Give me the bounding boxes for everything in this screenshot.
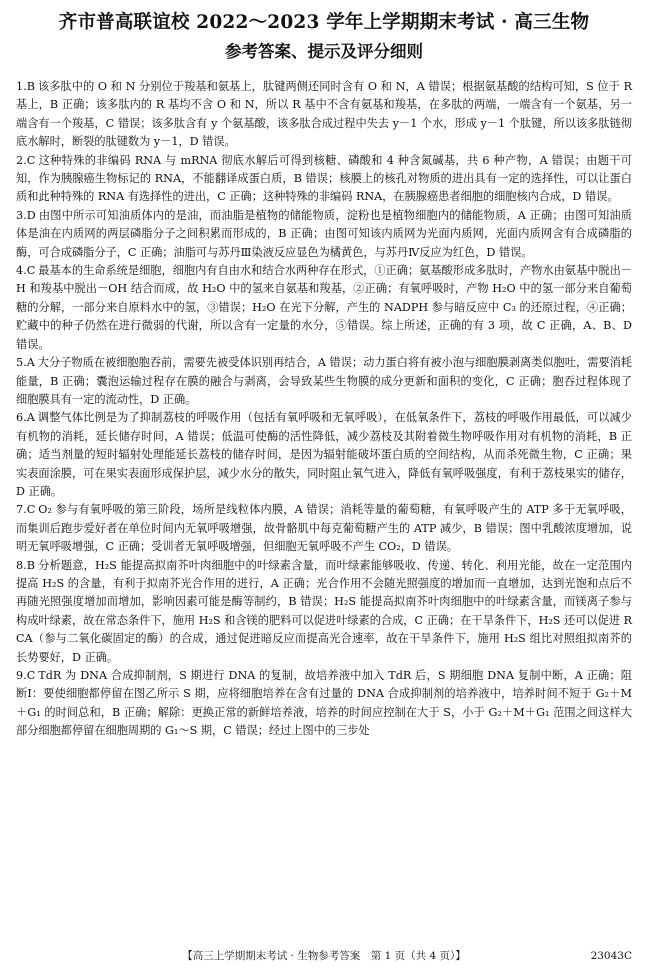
answer-item [16,667,632,741]
answer-choice: B [26,80,35,93]
footer-label: 【高三上学期期末考试 · 生物参考答案 第 1 页（共 4 页）】 [182,950,466,962]
page-footer [16,949,632,963]
answer-explanation: 由图中所示可知油质体内的是油，而油脂是植物的储能物质，淀粉也是植物细胞内的储能物质，A 正确；由图可知油质体是油在内质网的两层磷脂分子之间积累而形成的，B 正确；由图可知该内质网为光面内质网，光面内质网含有合成磷脂的酶，可合成磷脂分子，C 正确；油脂可与苏丹Ⅲ染液反应显色为橘黄色，与苏丹Ⅳ反应为红色，D 错误。 [16,208,632,259]
footer-code: 23043C [590,950,632,962]
answer-explanation: 最基本的生命系统是细胞，细胞内有自由水和结合水两种存在形式，①正确；氨基酸形成多肽时，产物水由氨基中脱出－H 和羧基中脱出－OH 结合而成，故 H₂O 中的氢来自氨基和羧基，②正确；有氧呼吸时，产物 H₂O 中的氢一部分来自葡萄糖的分解，一部分来自原料水中的氢，③错误；H₂O 在光下分解，产生的 NADPH 参与暗反应中 C₃ 的还原过程，④正确；贮藏中的种子仍然在进行微弱的代谢，所以含有一定量的水分，⑤错误。综上所述，正确的有 3 项，故 C 正确，A、B、D 错误。 [16,264,632,351]
answer-number: 3. [16,208,27,222]
answer-item [16,207,632,262]
answer-choice: C [26,503,36,517]
answer-item [16,557,632,667]
answer-item [16,152,632,207]
answer-explanation: 大分子物质在被细胞胞吞前，需要先被受体识别再结合，A 错误；动力蛋白将有被小泡与细胞膜剥离类似胞吐，需要消耗能量，B 正确；囊泡运输过程存在膜的融合与剥离，会导致某些生物膜的成分更新和面积的变化，C 正确；胞吞过程体现了细胞膜具有一定的流动性，D 正确。 [16,356,632,406]
page-title: 齐市普高联谊校 2022～2023 学年上学期期末考试 · 高三生物 [58,12,590,33]
answer-explanation: 分析题意，H₂S 能提高拟南芥叶肉细胞中的叶绿素含量，而叶绿素能够吸收、传递、转化、利用光能，故在一定范围内提高 H₂S 的含量，有利于拟南芥光合作用的进行，A 正确；光合作用不会随光照强度的增加而一直增加，达到光饱和点后不再随光照强度增加而增加，影响因素可能是酶等制约，B 错误；H₂S 能提高拟南芥叶肉细胞中的叶绿素含量，而镁离子参与构成叶绿素，故在常态条件下，施用 H₂S 和含镁的肥料可以促进叶绿素的合成，C 正确；在干旱条件下，H₂S 还可以促进 RCA（参与二氧化碳固定的酶）的合成，通过促进暗反应而提高光合速率，故在干旱条件下，施用 H₂S 组比对照组拟南芥的长势要好，D 正确。 [16,558,632,664]
answer-item [16,262,632,354]
answer-choice: C [26,153,36,167]
answer-number: 9. [16,669,27,682]
answer-explanation: O₂ 参与有氧呼吸的第三阶段，场所是线粒体内膜，A 错误；消耗等量的葡萄糖，有氧呼吸产生的 ATP 多于无氧呼吸，而集训后跑步爱好者在单位时间内无氧呼吸增强，故骨骼肌中每克葡萄糖产生的 ATP 减少，B 错误；图中乳酸浓度增加，说明无氧呼吸增强，C 正确；受训者无氧呼吸增强，但细胞无氧呼吸不产生 CO₂，D 错误。 [16,503,632,554]
answer-number: 6. [16,411,27,425]
answer-number: 1. [16,80,27,93]
answer-explanation: TdR 为 DNA 合成抑制剂，S 期进行 DNA 的复制，故培养液中加入 TdR 后，S 期细胞 DNA 复制中断，A 正确；阻断Ⅰ：要使细胞都停留在图乙所示 S 期，应将细胞培养在含有过量的 DNA 合成抑制剂的培养液中，培养时间不短于 G₂＋M＋G₁ 的时间总和，B 正确；解除：更换正常的新鲜培养液，培养的时间应控制在大于 S，小于 G₂＋M＋G₁ 范围之间这样大部分细胞都停留在细胞周期的 G₁～S 期，C 错误；经过上图中的三步处 [16,669,632,738]
answer-choice: A [26,411,35,425]
answer-choice: A [26,356,35,370]
answer-number: 7. [16,503,27,517]
answer-choice: C [26,669,36,682]
answer-explanation: 调整气体比例是为了抑制荔枝的呼吸作用（包括有氧呼吸和无氧呼吸），在低氧条件下，荔枝的呼吸作用最低，可以减少有机物的消耗，延长储存时间，A 错误；低温可使酶的活性降低，减少荔枝及其附着微生物呼吸作用对有机物的消耗，B 正确；适当剂量的短时辐射处理能延长荔枝的储存时间，是因为辐射能破坏蛋白质的空间结构，从而杀死微生物，C 正确；果实表面涂膜，可在果实表面形成保护层，减少水分的散失，同时阻止氧气进入，降低有氧呼吸强度，有利于荔枝果实的储存，D 正确。 [16,411,632,498]
answer-choice: D [26,208,36,222]
answer-explanation: 这种特殊的非编码 RNA 与 mRNA 彻底水解后可得到核糖、磷酸和 4 种含氮碱基，共 6 种产物，A 错误；由题干可知，作为胰腺癌生物标记的 RNA，不能翻译成蛋白质，B 错误；核膜上的核孔对物质的进出具有一定的选择性，可以让蛋白质和此种特殊的 RNA 有选择性的进出，C 正确；这种特殊的非编码 RNA，在胰腺癌患者细胞的细胞核内合成，D 错误。 [16,153,632,204]
answer-explanation: 该多肽中的 O 和 N 分别位于羧基和氨基上，肽键两侧还同时含有 O 和 N，A 错误；根据氨基酸的结构可知，S 位于 R 基上，B 正确；该多肽内的 R 基均不含 O 和 N，所以 R 基中不含有氨基和羧基，在多肽的两端，一端含有一个氨基，另一端含有一个羧基，C 错误；该多肽含有 y 个氨基酸，该多肽合成过程中失去 y－1 个水，形成 y－1 个肽键，所以该多肽链彻底水解时，断裂的肽键数为 y－1，D 错误。 [16,80,632,149]
answer-number: 5. [16,356,27,370]
answer-item [16,501,632,556]
answer-item [16,409,632,501]
answer-choice: B [26,558,35,572]
answer-number: 8. [16,558,27,572]
answer-number: 2. [16,153,27,167]
answer-number: 4. [16,264,27,278]
answer-list [16,78,632,741]
answer-choice: C [26,264,36,278]
page-subtitle: 参考答案、提示及评分细则 [225,42,423,61]
answer-item [16,78,632,152]
answer-item [16,354,632,409]
